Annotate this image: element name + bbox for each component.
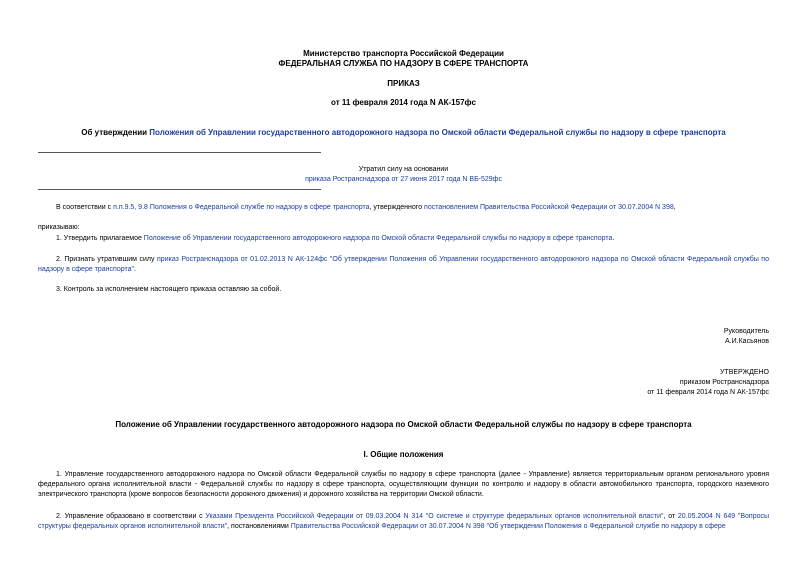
preamble-text: , утвержденного [369, 204, 425, 211]
item-2-link[interactable]: приказ Ространснадзора от 01.02.2013 N АК-124фс "Об утверждении Положения об Управлении государственного автодорожного надзора по Омской области Федеральной службы по надзору в сфере транспорта" [38, 256, 769, 273]
item-1-text: 1. Утвердить прилагаемое [56, 235, 144, 242]
item-1 [38, 234, 769, 244]
p2-link-decree-314[interactable]: Указами Президента Российской Федерации от 09.03.2004 N 314 "О системе и структуре федеральных органов исполнительной власти" [205, 513, 664, 520]
p2-text: , постановлениями [227, 523, 291, 530]
approval-line-1: приказом Ространснадзора [679, 379, 769, 386]
p2-link-decree-398[interactable]: Правительства Российской Федерации от 30.07.2004 N 398 "Об утверждении Положения о Федеральной службе по надзору в сфере [290, 523, 726, 530]
section-heading: I. Общие положения [363, 450, 444, 459]
signature-name: А.И.Касьянов [725, 338, 769, 345]
document-type: ПРИКАЗ [387, 79, 420, 88]
p2-text: 2. Управление образовано в соответствии с [56, 513, 206, 520]
item-1-suffix: . [612, 235, 615, 242]
preamble-text: , [673, 204, 676, 211]
regulation-paragraph-2 [38, 512, 769, 532]
item-2-suffix: . [133, 266, 136, 273]
title-prefix: Об утверждении [81, 128, 150, 137]
regulation-title: Положение об Управлении государственного автодорожного надзора по Омской области Федеральной службы по надзору в сфере транспорта [115, 420, 692, 429]
divider-top [38, 152, 321, 153]
p2-link-decree-649[interactable]: 20.05.2004 N 649 "Вопросы структуры федеральных органов исполнительной власти" [38, 513, 770, 530]
service-name: ФЕДЕРАЛЬНАЯ СЛУЖБА ПО НАДЗОРУ В СФЕРЕ ТРАНСПОРТА [278, 59, 529, 68]
approval-word: УТВЕРЖДЕНО [719, 369, 769, 376]
item-2 [38, 255, 769, 275]
document-date-number: от 11 февраля 2014 года N АК-157фс [331, 98, 476, 107]
divider-bottom [38, 189, 321, 190]
status-link[interactable]: приказа Ространснадзора от 27 июня 2017 года N ВБ-529фс [305, 176, 502, 183]
status-line: Утратил силу на основании [358, 166, 449, 173]
title-link[interactable]: Положения об Управлении государственного автодорожного надзора по Омской области Федеральной службы по надзору в сфере транспорта [149, 128, 726, 137]
order-word: приказываю: [38, 224, 80, 231]
p2-text: , от [663, 513, 678, 520]
preamble [38, 203, 769, 213]
item-3: 3. Контроль за исполнением настоящего приказа оставляю за собой. [56, 286, 282, 293]
document-title [0, 128, 807, 138]
item-1-link[interactable]: Положение об Управлении государственного автодорожного надзора по Омской области Федеральной службы по надзору в сфере транспорта [143, 235, 613, 242]
approval-line-2: от 11 февраля 2014 года N АК-157фс [647, 389, 769, 396]
preamble-link-regulation[interactable]: п.п.9.5, 9.8 Положения о Федеральной службе по надзору в сфере транспорта [113, 204, 370, 211]
signature-role: Руководитель [723, 328, 769, 335]
ministry-name: Министерство транспорта Российской Федерации [303, 49, 504, 58]
regulation-paragraph-1: 1. Управление государственного автодорожного надзора по Омской области Федеральной службы по надзору в сфере транспорта (далее - Управление) является территориальным органом регионального уровня федерального органа исполнительной власти - Федеральной службы по надзору в сфере транспорта, осуществляющим функции по контролю и надзору в области автомобильного транспорта, городского наземного электрического транспорта (кроме вопросов безопасности дорожного движения) и дорожного хозяйства на территории Омской области. [38, 471, 769, 498]
preamble-link-decree[interactable]: постановлением Правительства Российской Федерации от 30.07.2004 N 398 [424, 204, 674, 211]
item-2-text: 2. Признать утратившим силу [56, 256, 158, 263]
preamble-text: В соответствии с [56, 204, 114, 211]
